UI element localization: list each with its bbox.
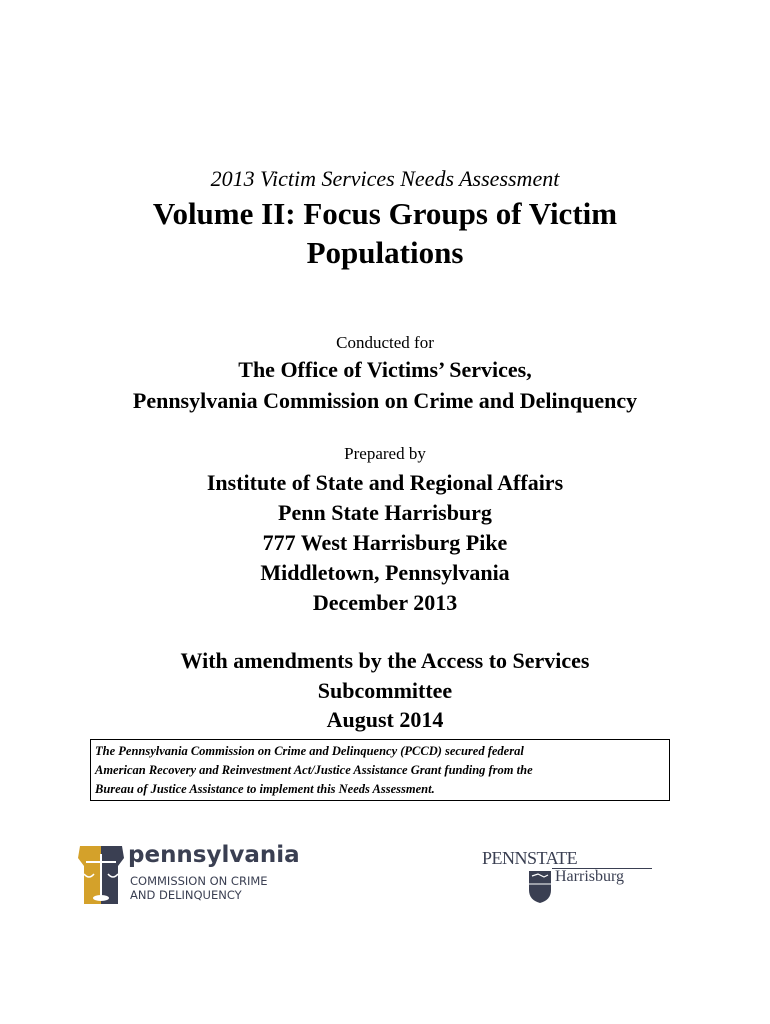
pccd-logo-line1: COMMISSION ON CRIME: [130, 874, 268, 888]
title-line-2: Populations: [306, 235, 464, 270]
keystone-scales-icon: [76, 844, 126, 906]
preparer-line-3: 777 West Harrisburg Pike: [262, 530, 508, 555]
pccd-logo-name: pennsylvania: [128, 842, 300, 868]
funding-note-line: American Recovery and Reinvestment Act/Justice Assistance Grant funding from the: [95, 763, 533, 777]
preparer-line-4: Middletown, Pennsylvania: [260, 560, 510, 585]
conducted-for-label: Conducted for: [336, 333, 434, 352]
client-line-2: Pennsylvania Commission on Crime and Delinquency: [132, 388, 638, 413]
campus-name: Harrisburg: [555, 868, 625, 885]
title-line-1: Volume II: Focus Groups of Victim: [152, 196, 618, 231]
preparer-date: December 2013: [312, 590, 458, 615]
amendment-date: August 2014: [326, 707, 444, 732]
funding-note-line: The Pennsylvania Commission on Crime and Delinquency (PCCD) secured federal: [95, 744, 524, 758]
funding-note-line: Bureau of Justice Assistance to implement this Needs Assessment.: [95, 782, 435, 796]
subtitle: 2013 Victim Services Needs Assessment: [210, 166, 560, 191]
preparer-line-2: Penn State Harrisburg: [278, 500, 492, 525]
penn-state-wordmark: PENNSTATE: [482, 848, 578, 868]
pccd-logo: [76, 842, 300, 906]
preparer-line-1: Institute of State and Regional Affairs: [206, 470, 564, 495]
penn-state-harrisburg-logo: [482, 848, 657, 910]
shield-icon: [528, 870, 552, 904]
pccd-logo-line2: AND DELINQUENCY: [130, 888, 242, 902]
amendment-line-2: Subcommittee: [317, 678, 453, 703]
prepared-by-label: Prepared by: [344, 444, 426, 463]
client-line-1: The Office of Victims’ Services,: [238, 357, 532, 382]
amendment-line-1: With amendments by the Access to Services: [180, 648, 590, 673]
funding-note-box: [90, 739, 670, 801]
